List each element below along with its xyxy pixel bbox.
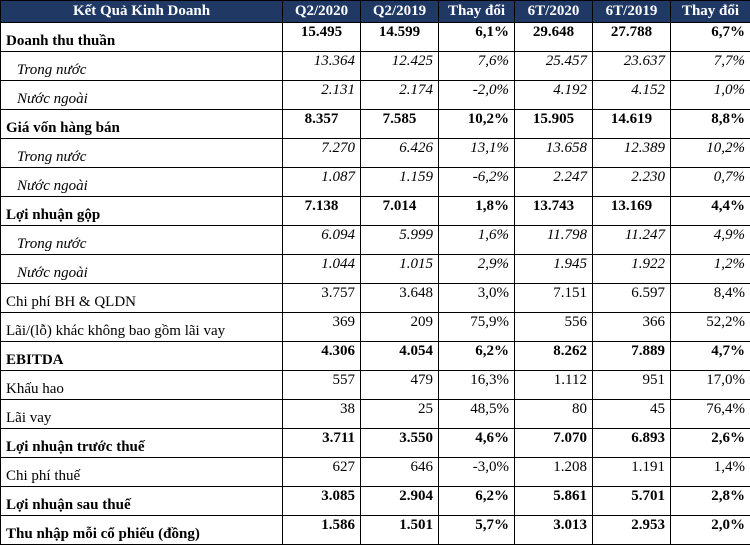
cell-value: 29.648 <box>515 23 593 52</box>
table-row <box>1 487 750 516</box>
cell-value: 12.425 <box>361 52 439 81</box>
cell-value: 209 <box>361 313 439 342</box>
row-label: Lợi nhuận sau thuế <box>1 487 283 516</box>
cell-value: 75,9% <box>439 313 515 342</box>
cell-value: 366 <box>593 313 671 342</box>
cell-value: 14.619 <box>593 110 671 139</box>
cell-value: 5.999 <box>361 226 439 255</box>
cell-value: 1.044 <box>283 255 361 284</box>
row-label: Khấu hao <box>1 371 283 400</box>
cell-value: 4,6% <box>439 429 515 458</box>
cell-value: 1,2% <box>671 255 750 284</box>
cell-value: 38 <box>283 400 361 429</box>
cell-value: 3.711 <box>283 429 361 458</box>
header-q2-2019: Q2/2019 <box>361 1 439 23</box>
cell-value: 1.159 <box>361 168 439 197</box>
cell-value: 1.208 <box>515 458 593 487</box>
row-label: Trong nước <box>1 226 283 255</box>
cell-value: 45 <box>593 400 671 429</box>
table-row <box>1 458 750 487</box>
table-row <box>1 516 750 545</box>
row-label: EBITDA <box>1 342 283 371</box>
table-row <box>1 255 750 284</box>
cell-value: 3.757 <box>283 284 361 313</box>
row-label: Nước ngoài <box>1 255 283 284</box>
cell-value: 1,8% <box>439 197 515 226</box>
cell-value: 4,9% <box>671 226 750 255</box>
cell-value: 13.169 <box>593 197 671 226</box>
header-6m-2020: 6T/2020 <box>515 1 593 23</box>
cell-value: 2.230 <box>593 168 671 197</box>
cell-value: 12.389 <box>593 139 671 168</box>
cell-value: 13.658 <box>515 139 593 168</box>
cell-value: 4.054 <box>361 342 439 371</box>
table-row <box>1 23 750 52</box>
table-row <box>1 197 750 226</box>
cell-value: 369 <box>283 313 361 342</box>
cell-value: 10,2% <box>671 139 750 168</box>
cell-value: 5,7% <box>439 516 515 545</box>
table-row <box>1 313 750 342</box>
cell-value: 1.087 <box>283 168 361 197</box>
cell-value: 6,1% <box>439 23 515 52</box>
cell-value: 1.191 <box>593 458 671 487</box>
cell-value: 557 <box>283 371 361 400</box>
cell-value: 1.945 <box>515 255 593 284</box>
table-row <box>1 429 750 458</box>
table-row <box>1 168 750 197</box>
cell-value: 7.070 <box>515 429 593 458</box>
row-label: Giá vốn hàng bán <box>1 110 283 139</box>
table-row <box>1 400 750 429</box>
cell-value: 1.501 <box>361 516 439 545</box>
cell-value: 5.701 <box>593 487 671 516</box>
cell-value: 16,3% <box>439 371 515 400</box>
cell-value: 15.905 <box>515 110 593 139</box>
cell-value: 1.015 <box>361 255 439 284</box>
cell-value: 2,0% <box>671 516 750 545</box>
cell-value: 8,4% <box>671 284 750 313</box>
cell-value: 6.597 <box>593 284 671 313</box>
row-label: Lãi/(lỗ) khác không bao gồm lãi vay <box>1 313 283 342</box>
cell-value: 23.637 <box>593 52 671 81</box>
row-label: Trong nước <box>1 52 283 81</box>
cell-value: 3.013 <box>515 516 593 545</box>
cell-value: 25.457 <box>515 52 593 81</box>
cell-value: 1.922 <box>593 255 671 284</box>
cell-value: -3,0% <box>439 458 515 487</box>
cell-value: 4.152 <box>593 81 671 110</box>
cell-value: 7.270 <box>283 139 361 168</box>
row-label: Doanh thu thuần <box>1 23 283 52</box>
table-row <box>1 110 750 139</box>
cell-value: 2,8% <box>671 487 750 516</box>
cell-value: 7,6% <box>439 52 515 81</box>
header-q2-2020: Q2/2020 <box>283 1 361 23</box>
cell-value: 1,6% <box>439 226 515 255</box>
cell-value: 6.893 <box>593 429 671 458</box>
cell-value: 3.550 <box>361 429 439 458</box>
cell-value: 2.904 <box>361 487 439 516</box>
cell-value: 1.586 <box>283 516 361 545</box>
row-label: Thu nhập mỗi cổ phiếu (đồng) <box>1 516 283 545</box>
cell-value: 7.585 <box>361 110 439 139</box>
table-row <box>1 81 750 110</box>
cell-value: 2.247 <box>515 168 593 197</box>
cell-value: 7.138 <box>283 197 361 226</box>
table-row <box>1 139 750 168</box>
cell-value: -6,2% <box>439 168 515 197</box>
cell-value: 4,7% <box>671 342 750 371</box>
cell-value: 17,0% <box>671 371 750 400</box>
cell-value: 646 <box>361 458 439 487</box>
cell-value: 25 <box>361 400 439 429</box>
cell-value: 6,2% <box>439 342 515 371</box>
cell-value: 1.112 <box>515 371 593 400</box>
cell-value: 14.599 <box>361 23 439 52</box>
cell-value: 3.085 <box>283 487 361 516</box>
row-label: Nước ngoài <box>1 168 283 197</box>
cell-value: 0,7% <box>671 168 750 197</box>
cell-value: 6.094 <box>283 226 361 255</box>
cell-value: 1,4% <box>671 458 750 487</box>
cell-value: 7.889 <box>593 342 671 371</box>
row-label: Chi phí BH & QLDN <box>1 284 283 313</box>
row-label: Nước ngoài <box>1 81 283 110</box>
cell-value: 8.262 <box>515 342 593 371</box>
cell-value: 10,2% <box>439 110 515 139</box>
cell-value: 48,5% <box>439 400 515 429</box>
header-change-quarter: Thay đổi <box>439 1 515 23</box>
cell-value: 7.151 <box>515 284 593 313</box>
cell-value: 11.798 <box>515 226 593 255</box>
row-label: Chi phí thuế <box>1 458 283 487</box>
cell-value: 13.364 <box>283 52 361 81</box>
cell-value: 951 <box>593 371 671 400</box>
table-header-row <box>1 1 750 23</box>
cell-value: 11.247 <box>593 226 671 255</box>
cell-value: 6,7% <box>671 23 750 52</box>
cell-value: 2,9% <box>439 255 515 284</box>
header-business-results: Kết Quả Kinh Doanh <box>1 1 283 23</box>
cell-value: 2.131 <box>283 81 361 110</box>
table-row <box>1 342 750 371</box>
cell-value: 479 <box>361 371 439 400</box>
row-label: Lợi nhuận gộp <box>1 197 283 226</box>
cell-value: 8.357 <box>283 110 361 139</box>
cell-value: 2.174 <box>361 81 439 110</box>
cell-value: 6,2% <box>439 487 515 516</box>
cell-value: 5.861 <box>515 487 593 516</box>
cell-value: 7.014 <box>361 197 439 226</box>
cell-value: 76,4% <box>671 400 750 429</box>
cell-value: 8,8% <box>671 110 750 139</box>
cell-value: -2,0% <box>439 81 515 110</box>
cell-value: 7,7% <box>671 52 750 81</box>
table-row <box>1 284 750 313</box>
cell-value: 556 <box>515 313 593 342</box>
cell-value: 15.495 <box>283 23 361 52</box>
row-label: Lợi nhuận trước thuế <box>1 429 283 458</box>
cell-value: 2.953 <box>593 516 671 545</box>
table-row <box>1 52 750 81</box>
row-label: Trong nước <box>1 139 283 168</box>
cell-value: 6.426 <box>361 139 439 168</box>
cell-value: 80 <box>515 400 593 429</box>
row-label: Lãi vay <box>1 400 283 429</box>
cell-value: 627 <box>283 458 361 487</box>
table-row <box>1 226 750 255</box>
cell-value: 4.192 <box>515 81 593 110</box>
header-change-6m: Thay đổi <box>671 1 750 23</box>
header-6m-2019: 6T/2019 <box>593 1 671 23</box>
table-row <box>1 371 750 400</box>
cell-value: 13,1% <box>439 139 515 168</box>
cell-value: 3.648 <box>361 284 439 313</box>
cell-value: 2,6% <box>671 429 750 458</box>
cell-value: 4.306 <box>283 342 361 371</box>
cell-value: 13.743 <box>515 197 593 226</box>
cell-value: 27.788 <box>593 23 671 52</box>
cell-value: 4,4% <box>671 197 750 226</box>
cell-value: 1,0% <box>671 81 750 110</box>
cell-value: 3,0% <box>439 284 515 313</box>
cell-value: 52,2% <box>671 313 750 342</box>
